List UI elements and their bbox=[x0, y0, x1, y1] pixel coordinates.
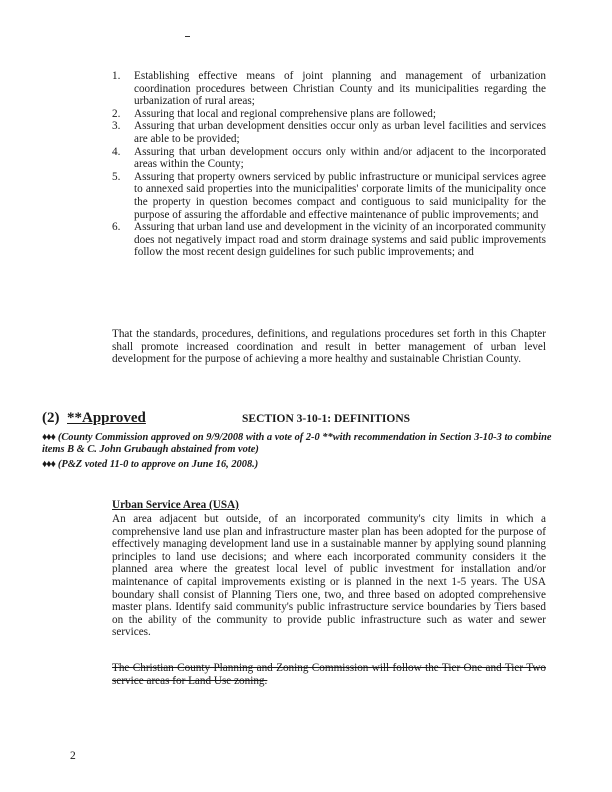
list-item bbox=[112, 120, 546, 145]
note-text: (P&Z voted 11-0 to approve on June 16, 2008.) bbox=[57, 459, 259, 470]
list-item-text: Assuring that local and regional comprehensive plans are followed; bbox=[134, 107, 436, 120]
list-item-text: Assuring that urban development densities occur only as urban level facilities and services are able to be provided; bbox=[134, 120, 546, 145]
diamond-marker: ♦♦♦ bbox=[42, 432, 55, 443]
list-item bbox=[112, 171, 546, 221]
definition-term: Urban Service Area (USA) bbox=[112, 499, 239, 511]
page-number: 2 bbox=[70, 750, 76, 762]
list-item bbox=[112, 221, 546, 259]
list-item-text: Assuring that urban development occurs only within and/or adjacent to the incorporated areas within the County; bbox=[134, 145, 546, 171]
struck-paragraph: The Christian County Planning and Zoning Commission will follow the Tier One and Tier Two service areas for Land Use zoning. bbox=[112, 662, 546, 687]
list-number: 6. bbox=[112, 221, 121, 234]
section-title: SECTION 3-10-1: DEFINITIONS bbox=[242, 413, 411, 425]
diamond-marker: ♦♦♦ bbox=[42, 459, 55, 470]
section-header bbox=[42, 410, 542, 428]
list-item-text: Establishing effective means of joint planning and management of urbanization coordination procedures between Christian County and its municipalities regarding the urbanization of rural areas; bbox=[134, 70, 546, 108]
section-number: (2) bbox=[42, 410, 60, 426]
commission-note bbox=[42, 432, 552, 456]
list-item-text: Assuring that property owners serviced by public infrastructure or municipal services agree to annexed said properties into the municipalities' corporate limits of the municipality once the property in question becomes compact and contiguous to said municipality for the purpose of assuring the affordable and effective maintenance of public improvements; and bbox=[134, 170, 546, 221]
list-number: 2. bbox=[112, 107, 121, 120]
list-number: 1. bbox=[112, 70, 121, 82]
closing-paragraph: That the standards, procedures, definitions, and regulations procedures set forth in this Chapter shall promote increased coordination and result in better management of urban level development for the purpose of achieving a more healthy and sustainable Christian County. bbox=[112, 328, 546, 366]
pz-note bbox=[42, 459, 552, 471]
list-item-text: Assuring that urban land use and development in the vicinity of an incorporated community does not negatively impact road and storm drainage systems and said public improvements follow the most recent design guidelines for such public improvements; and bbox=[134, 221, 546, 259]
list-number: 5. bbox=[112, 170, 121, 183]
objectives-list bbox=[112, 70, 546, 259]
approved-status: **Approved bbox=[67, 410, 146, 426]
list-item bbox=[112, 108, 546, 121]
list-item bbox=[112, 70, 546, 108]
note-text: (County Commission approved on 9/9/2008 with a vote of 2-0 **with recommendation in Section 3-10-3 to combine items B & C. John Grubaugh abstained from vote) bbox=[42, 432, 552, 456]
list-number: 3. bbox=[112, 120, 121, 133]
list-number: 4. bbox=[112, 145, 121, 158]
list-item bbox=[112, 146, 546, 171]
top-dash-mark bbox=[185, 36, 190, 37]
definition-body: An area adjacent but outside, of an incorporated community's city limits in which a comprehensive land use plan and infrastructure master plan has been adopted for the purpose of effectively managing development land use in a sustainable manner by applying sound planning principles to land use decisions; and where each incorporated community considers it the planned area where the greatest local level of public investment for installation and/or maintenance of capital improvements existing or is planned in the next 1-5 years. The USA boundary shall consist of Planning Tiers one, two, and three based on adopted comprehensive master plans. Identify said community's public infrastructure service boundaries by Tiers based on the ability of the community to provide public infrastructure such as water and sewer services. bbox=[112, 513, 546, 639]
